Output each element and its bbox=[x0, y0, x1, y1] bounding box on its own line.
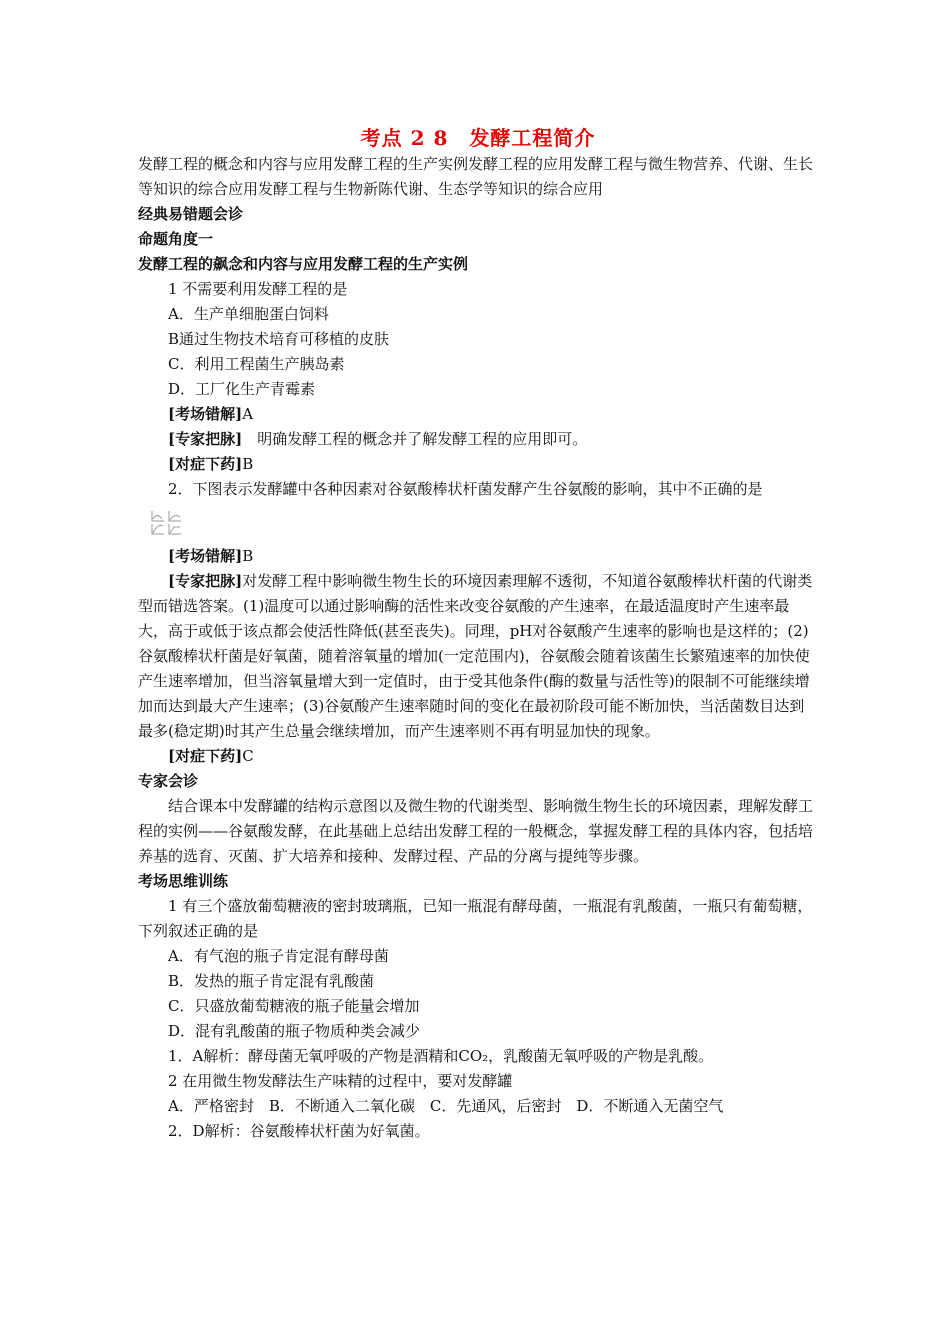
document-page bbox=[138, 124, 818, 1144]
expert-value: 对发酵工程中影响微生物生长的环境因素理解不透彻，不知道谷氨酸棒状杆菌的代谢类型而错选答案。(1)温度可以通过影响酶的活性来改变谷氨酸的产生速率，在最适温度时产生速率最大，高于或低于该点都会使活性降低(甚至丧失)。同理，pH对谷氨酸产生速率的影响也是这样的；(2)谷氨酸棒状杆菌是好氧菌，随着溶氧量的增加(一定范围内)，谷氨酸会随着该菌生长繁殖速率的加快使产生速率增加，但当溶氧量增大到一定值时，由于受其他条件(酶的数量与活性等)的限制不可能继续增加而达到最大产生速率；(3)谷氨酸产生速率随时间的变化在最初阶段可能不断加快，当活菌数目达到最多(稳定期)时其产生总量会继续增加，而产生速率则不再有明显加快的现象。 bbox=[138, 572, 813, 740]
section-heading-classic-errors: 经典易错题会诊 bbox=[138, 205, 244, 223]
q2-expert-note bbox=[138, 569, 818, 744]
angle-title: 发酵工程的飙念和内容与应用发酵工程的生产实例 bbox=[138, 255, 469, 273]
q1-stem: 1 不需要利用发酵工程的是 bbox=[168, 280, 348, 298]
wrong-label: [考场错解] bbox=[168, 405, 243, 423]
q1-expert-note bbox=[138, 427, 818, 452]
expert-label: [专家把脉] bbox=[168, 430, 243, 448]
t1-stem: 1 有三个盛放葡萄糖液的密封玻璃瓶，已知一瓶混有酵母菌，一瓶混有乳酸菌，一瓶只有葡萄糖，下列叙述正确的是 bbox=[138, 897, 813, 940]
right-label: [对症下药] bbox=[168, 455, 243, 473]
right-value: C bbox=[242, 747, 254, 765]
q1-option-c: C．利用工程菌生产胰岛素 bbox=[168, 355, 345, 373]
page-title: 考点 2 8 发酵工程简介 bbox=[360, 126, 596, 150]
q1-wrong-answer bbox=[138, 402, 818, 427]
q1-option-b: B通过生物技术培育可移植的皮肤 bbox=[168, 330, 390, 348]
q1-option-a: A．生产单细胞蛋白饲料 bbox=[168, 305, 329, 323]
graph-thumbnail-icon bbox=[150, 509, 184, 537]
expert-label: [专家把脉] bbox=[168, 572, 243, 590]
section-heading-training: 考场思维训练 bbox=[138, 872, 229, 890]
t1-option-b: B．发热的瓶子肯定混有乳酸菌 bbox=[168, 972, 375, 990]
wrong-value: A bbox=[242, 405, 254, 423]
right-value: B bbox=[242, 455, 254, 473]
q2-right-answer bbox=[138, 744, 818, 769]
q1-right-answer bbox=[138, 452, 818, 477]
q2-figure-thumbnail bbox=[138, 502, 818, 544]
t1-option-d: D．混有乳酸菌的瓶子物质种类会减少 bbox=[168, 1022, 421, 1040]
t1-answer: 1．A解析：酵母菌无氧呼吸的产物是酒精和CO₂，乳酸菌无氧呼吸的产物是乳酸。 bbox=[168, 1047, 714, 1065]
right-label: [对症下药] bbox=[168, 747, 243, 765]
angle-heading: 命题角度一 bbox=[138, 230, 214, 248]
t1-option-a: A．有气泡的瓶子肯定混有酵母菌 bbox=[168, 947, 389, 965]
t2-stem: 2 在用微生物发酵法生产味精的过程中，要对发酵罐 bbox=[168, 1072, 513, 1090]
q1-option-d: D．工厂化生产青霉素 bbox=[168, 380, 316, 398]
t2-answer: 2．D解析：谷氨酸棒状杆菌为好氧菌。 bbox=[168, 1122, 430, 1140]
intro-text: 发酵工程的概念和内容与应用发酵工程的生产实例发酵工程的应用发酵工程与微生物营养、代谢、生长等知识的综合应用发酵工程与生物新陈代谢、生态学等知识的综合应用 bbox=[138, 155, 814, 198]
t1-option-c: C．只盛放葡萄糖液的瓶子能量会增加 bbox=[168, 997, 420, 1015]
q2-stem: 2．下图表示发酵罐中各种因素对谷氨酸棒状杆菌发酵产生谷氨酸的影响，其中不正确的是 bbox=[168, 480, 763, 498]
wrong-label: [考场错解] bbox=[168, 547, 243, 565]
wrong-value: B bbox=[242, 547, 254, 565]
section-heading-expert: 专家会诊 bbox=[138, 772, 199, 790]
q2-wrong-answer bbox=[138, 544, 818, 569]
expert-value: 明确发酵工程的概念并了解发酵工程的应用即可。 bbox=[242, 430, 588, 448]
expert-summary: 结合课本中发酵罐的结构示意图以及微生物的代谢类型、影响微生物生长的环境因素，理解发酵工程的实例——谷氨酸发酵，在此基础上总结出发酵工程的一般概念，掌握发酵工程的具体内容，包括培养基的选育、灭菌、扩大培养和接种、发酵过程、产品的分离与提纯等步骤。 bbox=[138, 797, 814, 865]
t2-options: A．严格密封 B．不断通入二氧化碳 C．先通风，后密封 D．不断通入无菌空气 bbox=[168, 1097, 724, 1115]
